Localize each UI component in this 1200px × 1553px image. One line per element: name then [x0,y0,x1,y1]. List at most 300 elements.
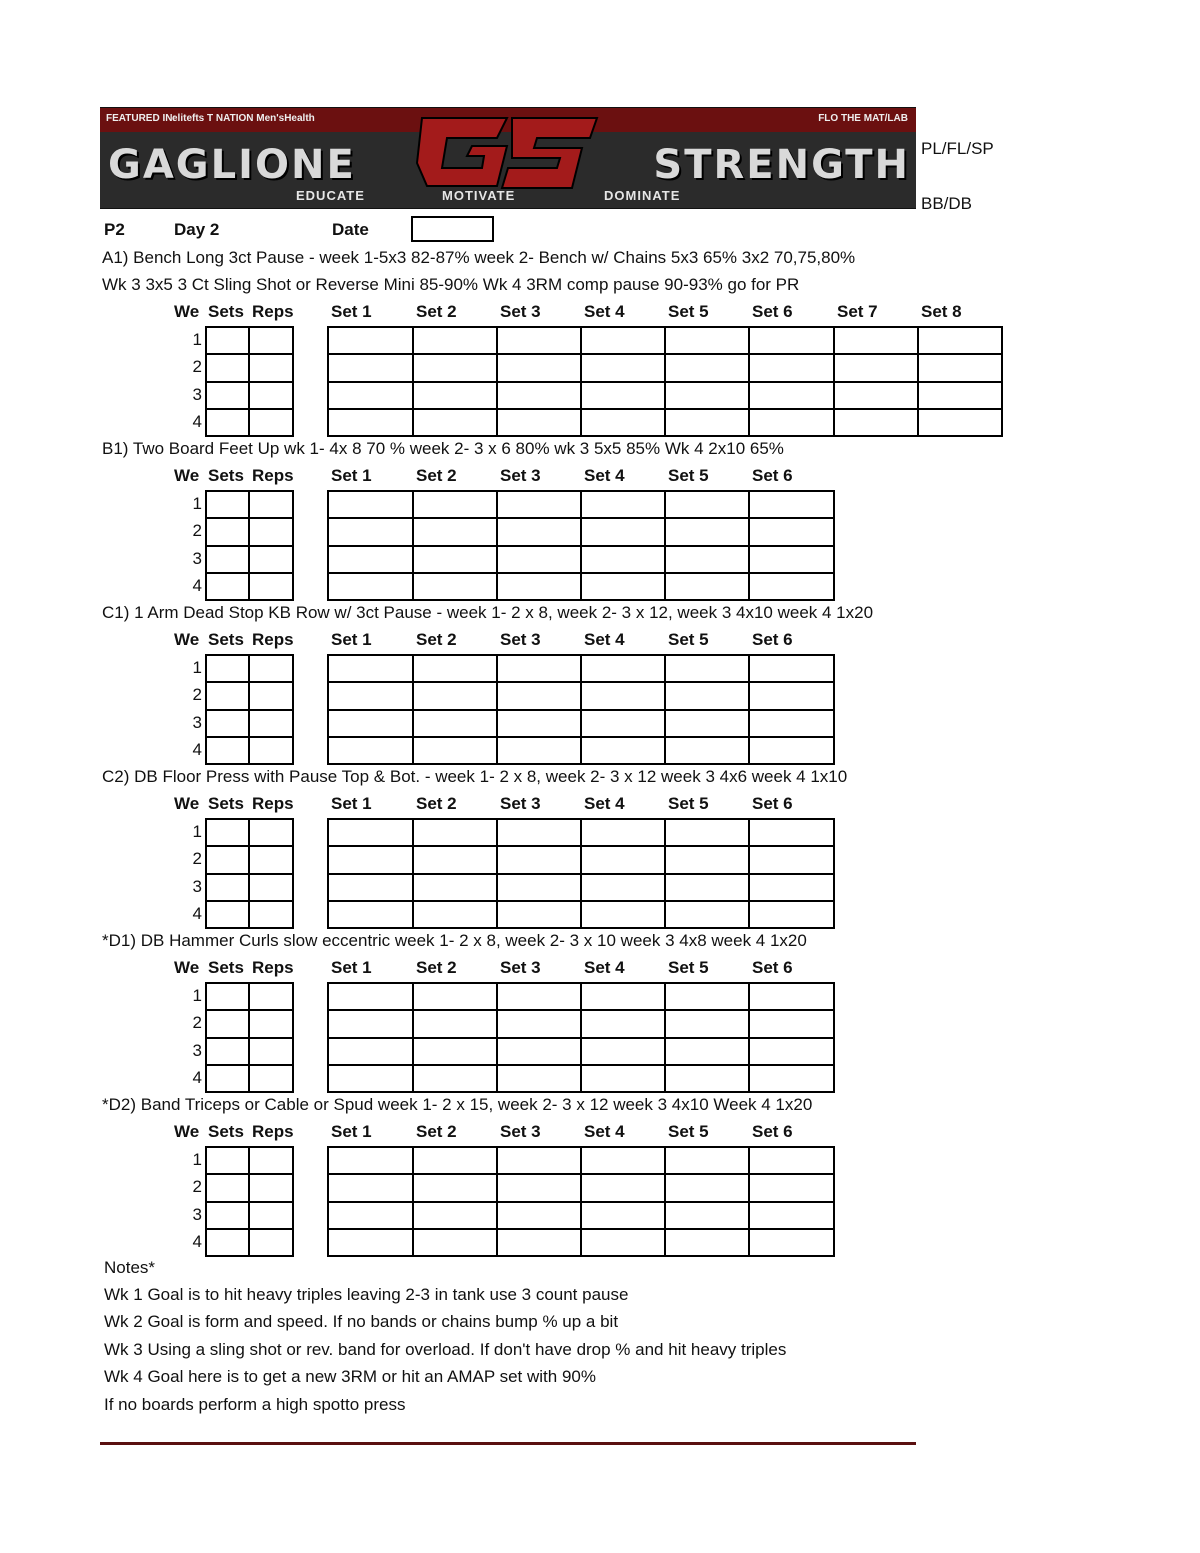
set-entry-cell[interactable] [412,654,498,683]
col-header-set: Set 3 [500,302,541,321]
set-entry-cell[interactable] [496,326,582,355]
set-entry-cell[interactable] [580,490,666,519]
set-entry-cell[interactable] [327,654,414,683]
note-line: Wk 3 Using a sling shot or rev. band for overload. If don't have drop % and hit heavy triples [104,1340,787,1359]
set-entry-cell[interactable] [664,1009,750,1038]
sets-reps-cell[interactable] [248,1228,294,1257]
set-entry-cell[interactable] [748,654,835,683]
sets-reps-cell[interactable] [205,1228,250,1257]
set-entry-cell[interactable] [748,326,835,355]
set-entry-cell[interactable] [748,517,835,546]
col-header-sets: Sets [208,630,244,649]
set-entry-cell[interactable] [412,1201,498,1230]
col-header-set: Set 6 [752,302,793,321]
set-entry-cell[interactable] [496,982,582,1011]
col-header-set: Set 6 [752,630,793,649]
sets-reps-cell[interactable] [248,1173,294,1202]
set-entry-cell[interactable] [580,381,666,410]
col-header-set: Set 7 [837,302,878,321]
col-header-set: Set 5 [668,630,709,649]
set-entry-cell[interactable] [580,845,666,874]
sets-reps-cell[interactable] [248,545,294,574]
side-label-bottom: BB/DB [921,194,973,213]
row-number: 3 [192,876,202,896]
col-header-set: Set 1 [331,958,372,977]
sets-reps-cell[interactable] [248,381,294,410]
col-header-reps: Reps [252,466,294,485]
set-entry-cell[interactable] [412,845,498,874]
set-entry-cell[interactable] [496,681,582,710]
set-entry-cell[interactable] [580,873,666,902]
col-header-set: Set 2 [416,466,457,485]
set-entry-cell[interactable] [580,1173,666,1202]
set-entry-cell[interactable] [748,1037,835,1066]
col-header-set: Set 6 [752,1122,793,1141]
sets-reps-cell[interactable] [205,873,250,902]
set-entry-cell[interactable] [496,1173,582,1202]
set-entry-cell[interactable] [412,490,498,519]
date-input[interactable] [411,216,494,242]
row-number: 2 [192,685,202,705]
set-entry-cell[interactable] [748,982,835,1011]
row-number: 3 [192,548,202,568]
set-entry-cell[interactable] [580,818,666,847]
set-entry-cell[interactable] [412,517,498,546]
sets-reps-cell[interactable] [205,900,250,929]
set-entry-cell[interactable] [327,517,414,546]
note-line: If no boards perform a high spotto press [104,1395,406,1414]
col-header-reps: Reps [252,794,294,813]
set-entry-cell[interactable] [496,1037,582,1066]
set-entry-cell[interactable] [496,1201,582,1230]
set-entry-cell[interactable] [496,572,582,601]
col-header-set: Set 1 [331,630,372,649]
set-entry-cell[interactable] [412,1228,498,1257]
set-entry-cell[interactable] [580,517,666,546]
sets-reps-cell[interactable] [248,353,294,382]
set-entry-cell[interactable] [496,1228,582,1257]
col-header-set: Set 5 [668,302,709,321]
sets-reps-cell[interactable] [205,1064,250,1093]
set-entry-cell[interactable] [664,1228,750,1257]
footer-divider [100,1442,916,1445]
brand-name-left: GAGLIONE [108,142,356,188]
sets-reps-cell[interactable] [205,517,250,546]
sets-reps-cell[interactable] [248,408,294,437]
sets-reps-cell[interactable] [248,900,294,929]
set-entry-cell[interactable] [664,1173,750,1202]
set-entry-cell[interactable] [496,654,582,683]
set-entry-cell[interactable] [748,1064,835,1093]
col-header-set: Set 4 [584,1122,625,1141]
set-entry-cell[interactable] [412,681,498,710]
col-header-set: Set 6 [752,466,793,485]
col-header-set: Set 2 [416,794,457,813]
col-header-set: Set 3 [500,466,541,485]
set-entry-cell[interactable] [833,408,919,437]
set-entry-cell[interactable] [496,490,582,519]
set-entry-cell[interactable] [748,1009,835,1038]
set-entry-cell[interactable] [412,1173,498,1202]
set-entry-cell[interactable] [496,1064,582,1093]
col-header-set: Set 4 [584,466,625,485]
set-entry-cell[interactable] [412,709,498,738]
set-entry-cell[interactable] [664,1146,750,1175]
set-entry-cell[interactable] [833,326,919,355]
set-entry-cell[interactable] [748,490,835,519]
sets-reps-cell[interactable] [205,381,250,410]
set-entry-cell[interactable] [664,1064,750,1093]
set-entry-cell[interactable] [748,1146,835,1175]
sets-reps-cell[interactable] [248,517,294,546]
col-header-set: Set 3 [500,630,541,649]
col-header-set: Set 5 [668,1122,709,1141]
set-entry-cell[interactable] [412,736,498,765]
sets-reps-cell[interactable] [205,818,250,847]
col-header-set: Set 5 [668,958,709,977]
col-header-sets: Sets [208,466,244,485]
set-entry-cell[interactable] [664,545,750,574]
row-number: 4 [192,739,202,759]
set-entry-cell[interactable] [917,326,1003,355]
set-entry-cell[interactable] [327,408,414,437]
set-entry-cell[interactable] [327,353,414,382]
col-header-sets: Sets [208,794,244,813]
set-entry-cell[interactable] [748,408,835,437]
set-entry-cell[interactable] [496,408,582,437]
set-entry-cell[interactable] [496,1009,582,1038]
col-header-reps: Reps [252,630,294,649]
set-entry-cell[interactable] [327,900,414,929]
sets-reps-cell[interactable] [205,709,250,738]
sets-reps-cell[interactable] [248,681,294,710]
set-entry-cell[interactable] [412,545,498,574]
sets-reps-cell[interactable] [205,1146,250,1175]
set-entry-cell[interactable] [917,353,1003,382]
exercise-description: C1) 1 Arm Dead Stop KB Row w/ 3ct Pause - week 1- 2 x 8, week 2- 3 x 12, week 3 4x10 week 4 1x20 [102,603,874,622]
note-line: Wk 2 Goal is form and speed. If no bands or chains bump % up a bit [104,1312,619,1331]
set-entry-cell[interactable] [664,900,750,929]
brand-name-right: STRENGTH [653,142,910,188]
col-header-set: Set 3 [500,958,541,977]
sets-reps-cell[interactable] [205,326,250,355]
exercise-description: *D2) Band Triceps or Cable or Spud week 1- 2 x 15, week 2- 3 x 12 week 3 4x10 Week 4 1x20 [102,1095,813,1114]
set-entry-cell[interactable] [664,845,750,874]
set-entry-cell[interactable] [748,709,835,738]
sets-reps-cell[interactable] [205,572,250,601]
set-entry-cell[interactable] [412,818,498,847]
set-entry-cell[interactable] [412,381,498,410]
sets-reps-cell[interactable] [205,654,250,683]
set-entry-cell[interactable] [327,736,414,765]
sets-reps-cell[interactable] [205,545,250,574]
set-entry-cell[interactable] [580,736,666,765]
col-header-set: Set 4 [584,302,625,321]
set-entry-cell[interactable] [496,381,582,410]
row-number: 2 [192,1013,202,1033]
col-header-set: Set 3 [500,1122,541,1141]
set-entry-cell[interactable] [327,572,414,601]
col-header-set: Set 8 [921,302,962,321]
set-entry-cell[interactable] [748,736,835,765]
set-entry-cell[interactable] [580,1064,666,1093]
set-entry-cell[interactable] [327,1201,414,1230]
set-entry-cell[interactable] [748,845,835,874]
featured-publications: elitefts T NATION Men'sHealth [172,113,315,124]
set-entry-cell[interactable] [327,545,414,574]
col-header-sets: Sets [208,958,244,977]
set-entry-cell[interactable] [496,900,582,929]
set-entry-cell[interactable] [664,681,750,710]
note-line: Wk 1 Goal is to hit heavy triples leaving 2-3 in tank use 3 count pause [104,1285,629,1304]
set-entry-cell[interactable] [664,517,750,546]
set-entry-cell[interactable] [580,1201,666,1230]
sets-reps-cell[interactable] [248,490,294,519]
set-entry-cell[interactable] [664,873,750,902]
row-number: 3 [192,1040,202,1060]
sets-reps-cell[interactable] [248,1201,294,1230]
featured-publications-right: FLO THE MAT/LAB [818,113,908,124]
set-entry-cell[interactable] [327,1009,414,1038]
col-header-week: We [174,794,200,813]
set-entry-cell[interactable] [327,1064,414,1093]
row-number: 1 [192,1150,202,1169]
set-entry-cell[interactable] [748,900,835,929]
row-number: 4 [192,575,202,595]
sets-reps-cell[interactable] [205,1201,250,1230]
note-line: Wk 4 Goal here is to get a new 3RM or hit an AMAP set with 90% [104,1367,596,1386]
sets-reps-cell[interactable] [248,1037,294,1066]
col-header-set: Set 4 [584,958,625,977]
row-number: 4 [192,1067,202,1087]
row-number: 4 [192,1231,202,1251]
exercise-description: *D1) DB Hammer Curls slow eccentric week 1- 2 x 8, week 2- 3 x 10 week 3 4x8 week 4 1x20 [102,931,807,950]
sets-reps-cell[interactable] [205,408,250,437]
sets-reps-cell[interactable] [205,736,250,765]
set-entry-cell[interactable] [748,572,835,601]
set-entry-cell[interactable] [664,353,750,382]
sets-reps-cell[interactable] [248,326,294,355]
sets-reps-cell[interactable] [248,873,294,902]
set-entry-cell[interactable] [327,845,414,874]
set-entry-cell[interactable] [412,873,498,902]
set-entry-cell[interactable] [664,709,750,738]
set-entry-cell[interactable] [580,709,666,738]
set-entry-cell[interactable] [412,1146,498,1175]
sets-reps-cell[interactable] [205,1009,250,1038]
set-entry-cell[interactable] [748,873,835,902]
set-entry-cell[interactable] [327,873,414,902]
sets-reps-cell[interactable] [205,1173,250,1202]
set-entry-cell[interactable] [917,408,1003,437]
set-entry-cell[interactable] [664,1201,750,1230]
col-header-week: We [174,958,200,977]
set-entry-cell[interactable] [412,408,498,437]
exercise-description: B1) Two Board Feet Up wk 1- 4x 8 70 % week 2- 3 x 6 80% wk 3 5x5 85% Wk 4 2x10 65% [102,439,784,458]
set-entry-cell[interactable] [664,490,750,519]
sets-reps-cell[interactable] [248,709,294,738]
set-entry-cell[interactable] [496,873,582,902]
set-entry-cell[interactable] [412,353,498,382]
row-number: 2 [192,357,202,377]
set-entry-cell[interactable] [412,1037,498,1066]
row-number: 4 [192,903,202,923]
col-header-set: Set 1 [331,794,372,813]
set-entry-cell[interactable] [496,818,582,847]
set-entry-cell[interactable] [496,845,582,874]
set-entry-cell[interactable] [664,736,750,765]
col-header-sets: Sets [208,1122,244,1141]
sets-reps-cell[interactable] [205,1037,250,1066]
set-entry-cell[interactable] [496,545,582,574]
col-header-set: Set 2 [416,302,457,321]
set-entry-cell[interactable] [327,709,414,738]
row-number: 3 [192,384,202,404]
set-entry-cell[interactable] [327,818,414,847]
set-entry-cell[interactable] [748,381,835,410]
set-entry-cell[interactable] [748,1173,835,1202]
set-entry-cell[interactable] [412,572,498,601]
set-entry-cell[interactable] [580,1037,666,1066]
set-entry-cell[interactable] [580,545,666,574]
set-entry-cell[interactable] [664,381,750,410]
sets-reps-cell[interactable] [205,982,250,1011]
set-entry-cell[interactable] [412,326,498,355]
row-number: 2 [192,521,202,541]
set-entry-cell[interactable] [412,900,498,929]
set-entry-cell[interactable] [327,1037,414,1066]
set-entry-cell[interactable] [580,408,666,437]
row-number: 3 [192,712,202,732]
set-entry-cell[interactable] [664,818,750,847]
tagline-motivate: MOTIVATE [442,188,516,203]
set-entry-cell[interactable] [664,982,750,1011]
col-header-reps: Reps [252,1122,294,1141]
col-header-week: We [174,302,200,321]
sets-reps-cell[interactable] [248,982,294,1011]
exercise-description: A1) Bench Long 3ct Pause - week 1-5x3 82-87% week 2- Bench w/ Chains 5x3 65% 3x2 70,75,80% [102,248,856,267]
sets-reps-cell[interactable] [205,353,250,382]
set-entry-cell[interactable] [580,900,666,929]
set-entry-cell[interactable] [748,1228,835,1257]
col-header-set: Set 1 [331,466,372,485]
col-header-week: We [174,630,200,649]
set-entry-cell[interactable] [496,517,582,546]
set-entry-cell[interactable] [664,654,750,683]
set-entry-cell[interactable] [327,326,414,355]
sets-reps-cell[interactable] [248,818,294,847]
col-header-set: Set 2 [416,630,457,649]
set-entry-cell[interactable] [580,326,666,355]
sets-reps-cell[interactable] [248,736,294,765]
set-entry-cell[interactable] [748,681,835,710]
col-header-sets: Sets [208,302,244,321]
col-header-set: Set 4 [584,794,625,813]
set-entry-cell[interactable] [580,654,666,683]
col-header-set: Set 4 [584,630,625,649]
col-header-reps: Reps [252,302,294,321]
col-header-set: Set 1 [331,1122,372,1141]
set-entry-cell[interactable] [327,982,414,1011]
side-label-top: PL/FL/SP [921,139,994,158]
tagline-educate: EDUCATE [296,188,365,203]
col-header-set: Set 6 [752,958,793,977]
featured-left-text: FEATURED IN: [106,113,176,124]
set-entry-cell[interactable] [580,982,666,1011]
set-entry-cell[interactable] [412,1009,498,1038]
set-entry-cell[interactable] [496,353,582,382]
row-number: 1 [192,494,202,513]
set-entry-cell[interactable] [664,1037,750,1066]
set-entry-cell[interactable] [412,1064,498,1093]
set-entry-cell[interactable] [833,381,919,410]
notes-title: Notes* [104,1258,156,1277]
set-entry-cell[interactable] [748,818,835,847]
set-entry-cell[interactable] [748,545,835,574]
set-entry-cell[interactable] [833,353,919,382]
sets-reps-cell[interactable] [248,654,294,683]
sets-reps-cell[interactable] [205,845,250,874]
set-entry-cell[interactable] [580,1009,666,1038]
set-entry-cell[interactable] [496,736,582,765]
row-number: 3 [192,1204,202,1224]
set-entry-cell[interactable] [580,1146,666,1175]
set-entry-cell[interactable] [664,408,750,437]
col-header-set: Set 3 [500,794,541,813]
set-entry-cell[interactable] [496,709,582,738]
sets-reps-cell[interactable] [248,1146,294,1175]
sets-reps-cell[interactable] [205,490,250,519]
col-header-set: Set 2 [416,958,457,977]
sets-reps-cell[interactable] [248,845,294,874]
set-entry-cell[interactable] [327,381,414,410]
set-entry-cell[interactable] [327,1173,414,1202]
header-banner [100,107,916,209]
col-header-set: Set 1 [331,302,372,321]
set-entry-cell[interactable] [327,490,414,519]
tagline-dominate: DOMINATE [604,188,681,203]
sets-reps-cell[interactable] [205,681,250,710]
set-entry-cell[interactable] [327,681,414,710]
col-header-set: Set 5 [668,466,709,485]
row-number: 1 [192,822,202,841]
set-entry-cell[interactable] [496,1146,582,1175]
set-entry-cell[interactable] [327,1146,414,1175]
set-entry-cell[interactable] [917,381,1003,410]
set-entry-cell[interactable] [580,1228,666,1257]
set-entry-cell[interactable] [664,572,750,601]
row-number: 1 [192,330,202,349]
sets-reps-cell[interactable] [248,1064,294,1093]
set-entry-cell[interactable] [580,572,666,601]
row-number: 1 [192,658,202,677]
row-number: 4 [192,411,202,431]
set-entry-cell[interactable] [664,326,750,355]
sets-reps-cell[interactable] [248,572,294,601]
set-entry-cell[interactable] [327,1228,414,1257]
set-entry-cell[interactable] [580,681,666,710]
set-entry-cell[interactable] [748,353,835,382]
row-number: 2 [192,849,202,869]
set-entry-cell[interactable] [412,982,498,1011]
set-entry-cell[interactable] [580,353,666,382]
col-header-set: Set 6 [752,794,793,813]
set-entry-cell[interactable] [748,1201,835,1230]
col-header-week: We [174,1122,200,1141]
col-header-week: We [174,466,200,485]
sets-reps-cell[interactable] [248,1009,294,1038]
row-number: 2 [192,1177,202,1197]
